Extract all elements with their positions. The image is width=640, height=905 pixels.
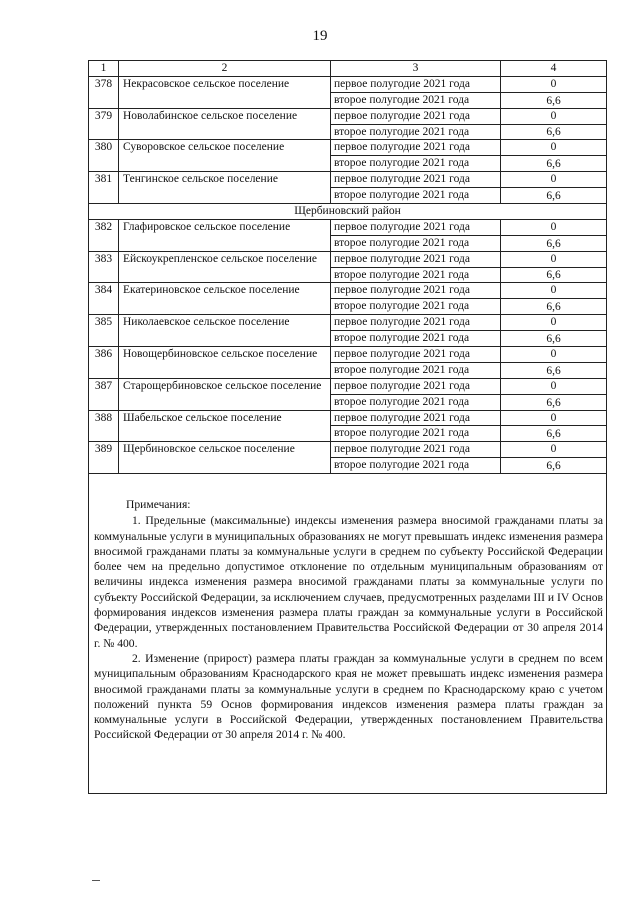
note-2: 2. Изменение (прирост) размера платы граждан за коммунальные услуги в среднем по всем муниципальным образованиям Краснодарского края не может превышать индекс изменения размера вносимой гражданами платы за коммунальные услуги в среднем по Краснодарскому краю с учетом положений пункта 59 Основ формирования индексов изменения размера платы граждан за коммунальные услуги в Российской Федерации, утвержденных постановлением Правительства Российской Федерации от 30 апреля 2014 г. № 400.	[94, 651, 603, 742]
tariff-index-table	[88, 60, 607, 474]
settlement-name: Екатериновское сельское поселение	[119, 283, 331, 315]
index-value-second-half: 6,6	[501, 124, 607, 140]
period-second-half: второе полугодие 2021 года	[331, 92, 501, 108]
period-first-half: первое полугодие 2021 года	[331, 251, 501, 267]
header-col-3: 3	[331, 61, 501, 77]
row-number: 384	[89, 283, 119, 315]
row-number: 381	[89, 172, 119, 204]
period-second-half: второе полугодие 2021 года	[331, 124, 501, 140]
district-name: Щербиновский район	[89, 204, 607, 220]
table-row	[89, 219, 607, 235]
row-number: 389	[89, 442, 119, 474]
district-row	[89, 204, 607, 220]
index-value-second-half: 6,6	[501, 299, 607, 315]
table-body-group-2	[89, 219, 607, 473]
table-row	[89, 251, 607, 267]
notes-title: Примечания:	[126, 498, 191, 511]
table-row	[89, 108, 607, 124]
period-second-half: второе полугодие 2021 года	[331, 267, 501, 283]
header-col-4: 4	[501, 61, 607, 77]
period-first-half: первое полугодие 2021 года	[331, 283, 501, 299]
page-number: 19	[312, 28, 328, 44]
index-value-second-half: 6,6	[501, 156, 607, 172]
index-value-first-half: 0	[501, 108, 607, 124]
period-second-half: второе полугодие 2021 года	[331, 362, 501, 378]
period-first-half: первое полугодие 2021 года	[331, 140, 501, 156]
row-number: 388	[89, 410, 119, 442]
period-first-half: первое полугодие 2021 года	[331, 378, 501, 394]
period-second-half: второе полугодие 2021 года	[331, 331, 501, 347]
settlement-name: Щербиновское сельское поселение	[119, 442, 331, 474]
period-second-half: второе полугодие 2021 года	[331, 299, 501, 315]
table-row	[89, 283, 607, 299]
period-second-half: второе полугодие 2021 года	[331, 426, 501, 442]
settlement-name: Ейскоукрепленское сельское поселение	[119, 251, 331, 283]
index-value-second-half: 6,6	[501, 92, 607, 108]
period-second-half: второе полугодие 2021 года	[331, 188, 501, 204]
table-row	[89, 410, 607, 426]
period-first-half: первое полугодие 2021 года	[331, 219, 501, 235]
settlement-name: Шабельское сельское поселение	[119, 410, 331, 442]
notes-section	[94, 497, 603, 743]
index-value-first-half: 0	[501, 347, 607, 363]
index-value-first-half: 0	[501, 442, 607, 458]
header-col-1: 1	[89, 61, 119, 77]
settlement-name: Новощербиновское сельское поселение	[119, 347, 331, 379]
table-row	[89, 347, 607, 363]
period-second-half: второе полугодие 2021 года	[331, 235, 501, 251]
note-1: 1. Предельные (максимальные) индексы изменения размера вносимой гражданами платы за коммунальные услуги в муниципальных образованиях не могут превышать индекс изменения размера вносимой гражданами платы за коммунальные услуги в среднем по субъекту Российской Федерации более чем на предельно допустимое отклонение по отдельным муниципальным образованиям от величины индекса изменения размера вносимой гражданами платы за коммунальные услуги по субъекту Российской Федерации, за исключением случаев, предусмотренных разделами III и IV Основ формирования индексов изменения размера платы граждан за коммунальные услуги в Российской Федерации, утвержденных постановлением Правительства Российской Федерации от 30 апреля 2014 г. № 400.	[94, 514, 603, 650]
index-value-first-half: 0	[501, 76, 607, 92]
table-row	[89, 172, 607, 188]
settlement-name: Тенгинское сельское поселение	[119, 172, 331, 204]
table-body-group-1	[89, 76, 607, 203]
index-value-second-half: 6,6	[501, 331, 607, 347]
index-value-first-half: 0	[501, 283, 607, 299]
settlement-name: Старощербиновское сельское поселение	[119, 378, 331, 410]
settlement-name: Глафировское сельское поселение	[119, 219, 331, 251]
index-value-first-half: 0	[501, 410, 607, 426]
settlement-name: Суворовское сельское поселение	[119, 140, 331, 172]
period-first-half: первое полугодие 2021 года	[331, 315, 501, 331]
index-value-second-half: 6,6	[501, 267, 607, 283]
index-value-first-half: 0	[501, 378, 607, 394]
index-value-second-half: 6,6	[501, 188, 607, 204]
index-value-second-half: 6,6	[501, 235, 607, 251]
row-number: 386	[89, 347, 119, 379]
row-number: 378	[89, 76, 119, 108]
index-value-second-half: 6,6	[501, 426, 607, 442]
header-col-2: 2	[119, 61, 331, 77]
index-value-second-half: 6,6	[501, 458, 607, 474]
table-row	[89, 315, 607, 331]
period-second-half: второе полугодие 2021 года	[331, 458, 501, 474]
table-header-row	[89, 61, 607, 77]
footer-mark	[92, 880, 100, 881]
table-row	[89, 378, 607, 394]
index-value-first-half: 0	[501, 140, 607, 156]
period-first-half: первое полугодие 2021 года	[331, 76, 501, 92]
index-value-second-half: 6,6	[501, 394, 607, 410]
row-number: 382	[89, 219, 119, 251]
table-row	[89, 442, 607, 458]
row-number: 380	[89, 140, 119, 172]
row-number: 385	[89, 315, 119, 347]
table-row	[89, 76, 607, 92]
period-first-half: первое полугодие 2021 года	[331, 347, 501, 363]
index-value-first-half: 0	[501, 172, 607, 188]
settlement-name: Николаевское сельское поселение	[119, 315, 331, 347]
period-first-half: первое полугодие 2021 года	[331, 172, 501, 188]
period-first-half: первое полугодие 2021 года	[331, 442, 501, 458]
settlement-name: Некрасовское сельское поселение	[119, 76, 331, 108]
index-value-first-half: 0	[501, 315, 607, 331]
row-number: 387	[89, 378, 119, 410]
period-second-half: второе полугодие 2021 года	[331, 156, 501, 172]
table-row	[89, 140, 607, 156]
index-value-first-half: 0	[501, 251, 607, 267]
index-value-first-half: 0	[501, 219, 607, 235]
index-value-second-half: 6,6	[501, 362, 607, 378]
period-second-half: второе полугодие 2021 года	[331, 394, 501, 410]
period-first-half: первое полугодие 2021 года	[331, 410, 501, 426]
settlement-name: Новолабинское сельское поселение	[119, 108, 331, 140]
period-first-half: первое полугодие 2021 года	[331, 108, 501, 124]
row-number: 383	[89, 251, 119, 283]
row-number: 379	[89, 108, 119, 140]
